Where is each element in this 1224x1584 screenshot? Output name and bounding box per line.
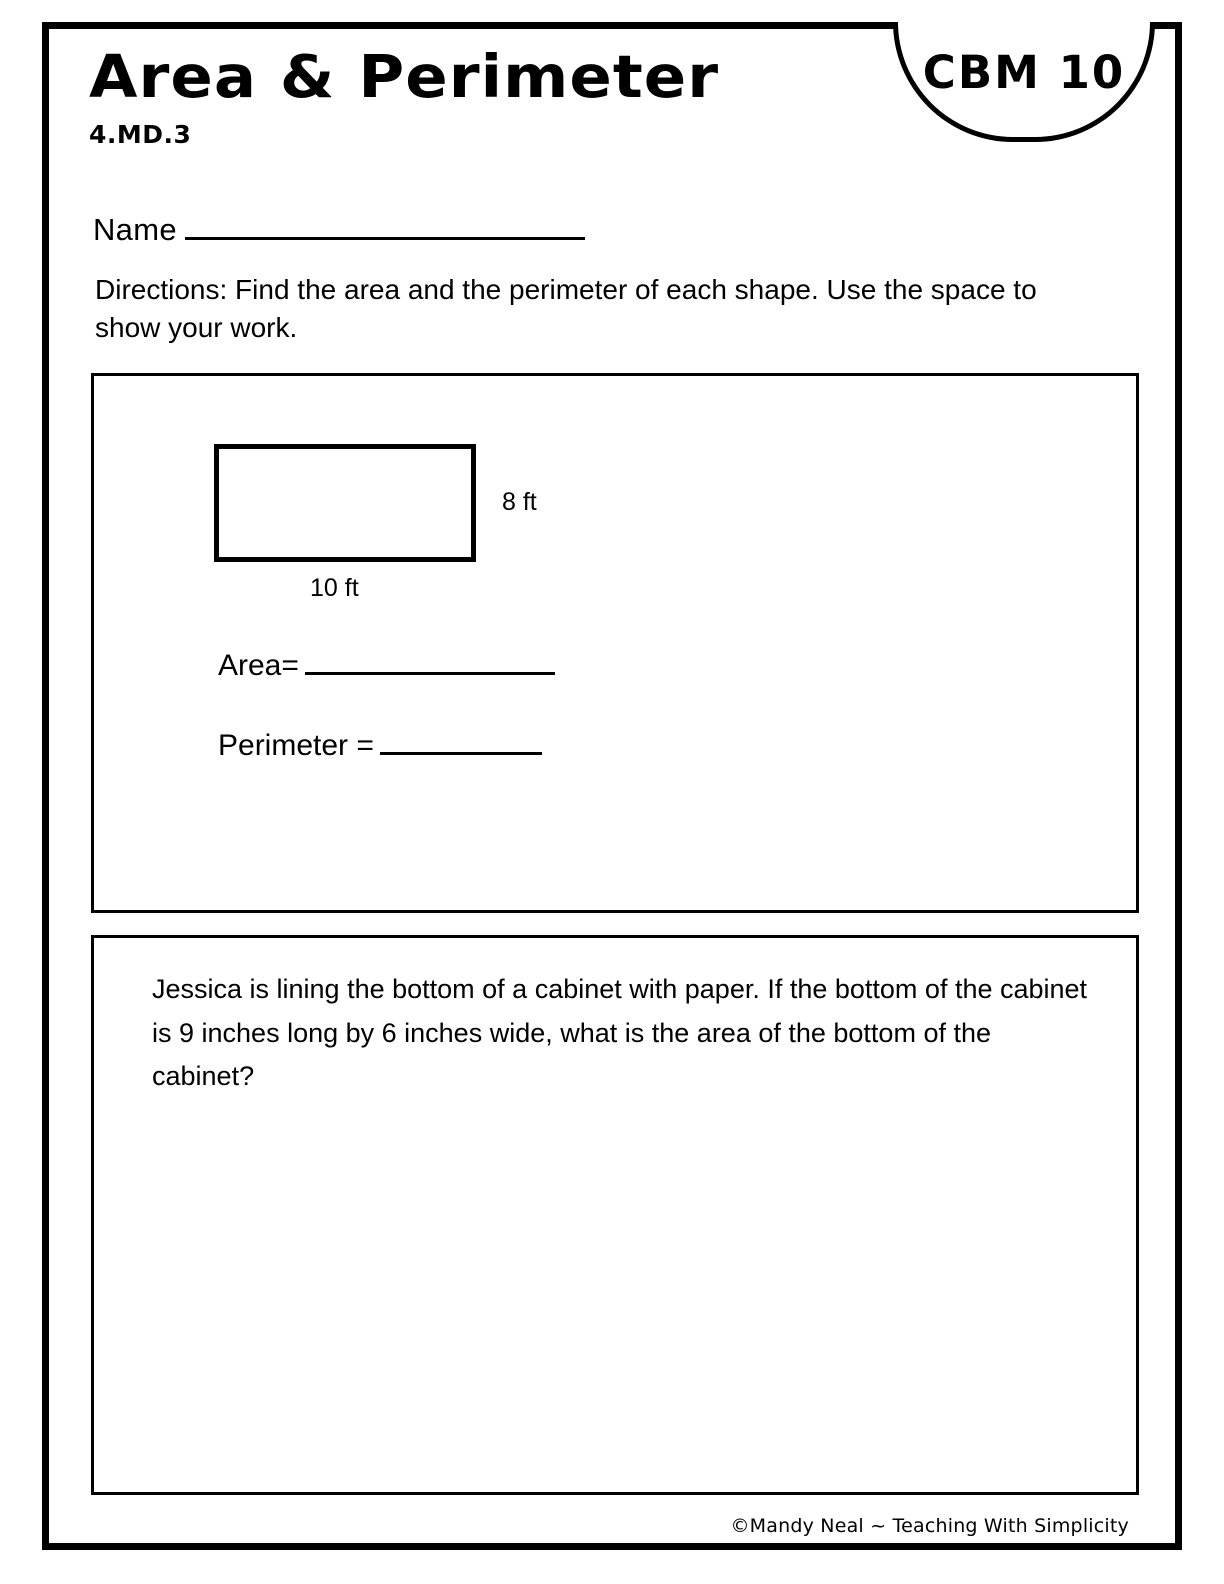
page-title: Area & Perimeter [89,42,720,111]
problem-2-box [91,935,1139,1495]
perimeter-label: Perimeter = [218,729,374,762]
problem-1-box [91,373,1139,913]
perimeter-answer-row [218,728,542,763]
cbm-badge-label: CBM 10 [922,46,1126,99]
perimeter-answer-blank[interactable] [380,728,542,755]
cbm-badge [893,22,1155,142]
footer-credit: ©Mandy Neal ~ Teaching With Simplicity [730,1515,1129,1537]
directions-text: Directions: Find the area and the perimeter of each shape. Use the space to show your work. [95,274,1037,343]
name-input-blank[interactable] [185,211,585,240]
rectangle-height-label: 8 ft [502,488,537,516]
area-answer-blank[interactable] [305,648,555,675]
problem-2-text: Jessica is lining the bottom of a cabinet with paper. If the bottom of the cabinet is 9 inches long by 6 inches wide, what is the area of the bottom of the cabinet? [152,974,1088,1092]
worksheet-header [89,42,929,149]
name-label: Name [93,212,177,247]
area-label: Area= [218,649,299,682]
worksheet-page [42,22,1182,1550]
rectangle-shape [214,444,476,562]
rectangle-width-label: 10 ft [310,574,359,602]
standard-code: 4.MD.3 [89,120,192,149]
problem-1-figure [214,444,674,624]
area-answer-row [218,648,555,683]
name-row [93,211,585,248]
